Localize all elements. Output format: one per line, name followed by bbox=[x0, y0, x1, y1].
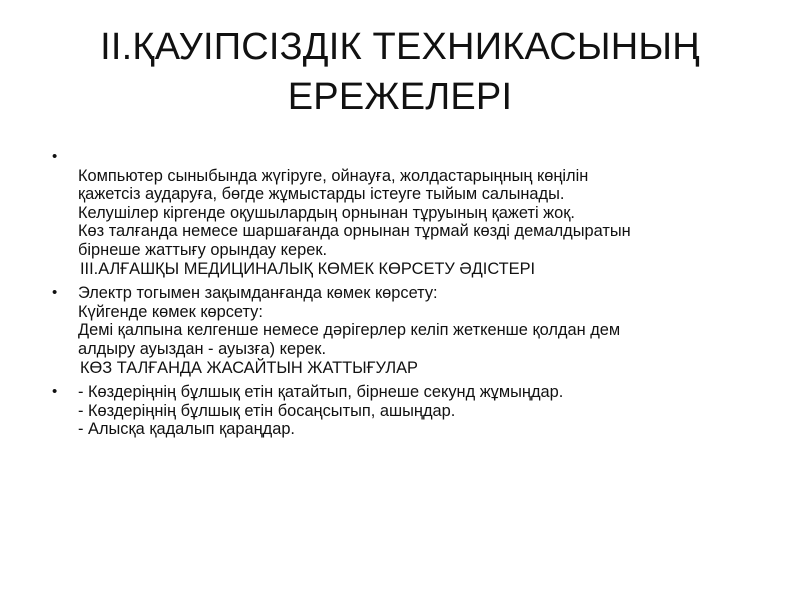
bullet-item-rules bbox=[40, 148, 770, 278]
text-line: - Көздеріңнің бұлшық етін қатайтып, бірнеше секунд жұмыңдар. bbox=[78, 383, 564, 402]
bullet-list bbox=[40, 148, 770, 445]
section-heading-first-aid: III.АЛҒАШҚЫ МЕДИЦИНАЛЫҚ КӨМЕК КӨРСЕТУ ӘДІСТЕРІ bbox=[80, 259, 536, 278]
bullet-marker: • bbox=[52, 383, 58, 401]
slide-title-line-2: ЕРЕЖЕЛЕРІ bbox=[287, 76, 513, 118]
text-line: - Көздеріңнің бұлшық етін босаңсытып, ашыңдар. bbox=[78, 401, 456, 420]
slide-title bbox=[40, 22, 760, 122]
bullet-item-first-aid bbox=[40, 284, 770, 377]
text-line: Күйгенде көмек көрсету: bbox=[78, 302, 263, 321]
empty-line bbox=[78, 148, 770, 167]
text-line: Көз талғанда немесе шаршағанда орнынан тұрмай көзді демалдыратын bbox=[78, 222, 631, 241]
section-heading-eye-exercises: КӨЗ ТАЛҒАНДА ЖАСАЙТЫН ЖАТТЫҒУЛАР bbox=[80, 358, 418, 377]
text-line: Демі қалпына келгенше немесе дәрігерлер келіп жеткенше қолдан дем bbox=[78, 321, 621, 340]
text-line: қажетсіз аударуға, бөгде жұмыстарды істеуге тыйым салынады. bbox=[78, 185, 565, 204]
text-line: - Алысқа қадалып қараңдар. bbox=[78, 420, 295, 439]
bullet-item-eye-exercises bbox=[40, 383, 770, 439]
text-line: Компьютер сыныбында жүгіруге, ойнауға, жолдастарыңның көңілін bbox=[78, 166, 589, 185]
text-line: Келушілер кіргенде оқушылардың орнынан тұруының қажеті жоқ. bbox=[78, 203, 575, 222]
bullet-marker: • bbox=[52, 148, 58, 165]
text-line: алдыру ауыздан - ауызға) керек. bbox=[78, 339, 327, 358]
text-line: бірнеше жаттығу орындау керек. bbox=[78, 240, 328, 259]
bullet-marker: • bbox=[52, 284, 58, 302]
text-line: Электр тогымен зақымданғанда көмек көрсету: bbox=[78, 284, 438, 303]
slide-title-line-1: II.ҚАУІПСІЗДІК ТЕХНИКАСЫНЫҢ bbox=[100, 26, 700, 68]
